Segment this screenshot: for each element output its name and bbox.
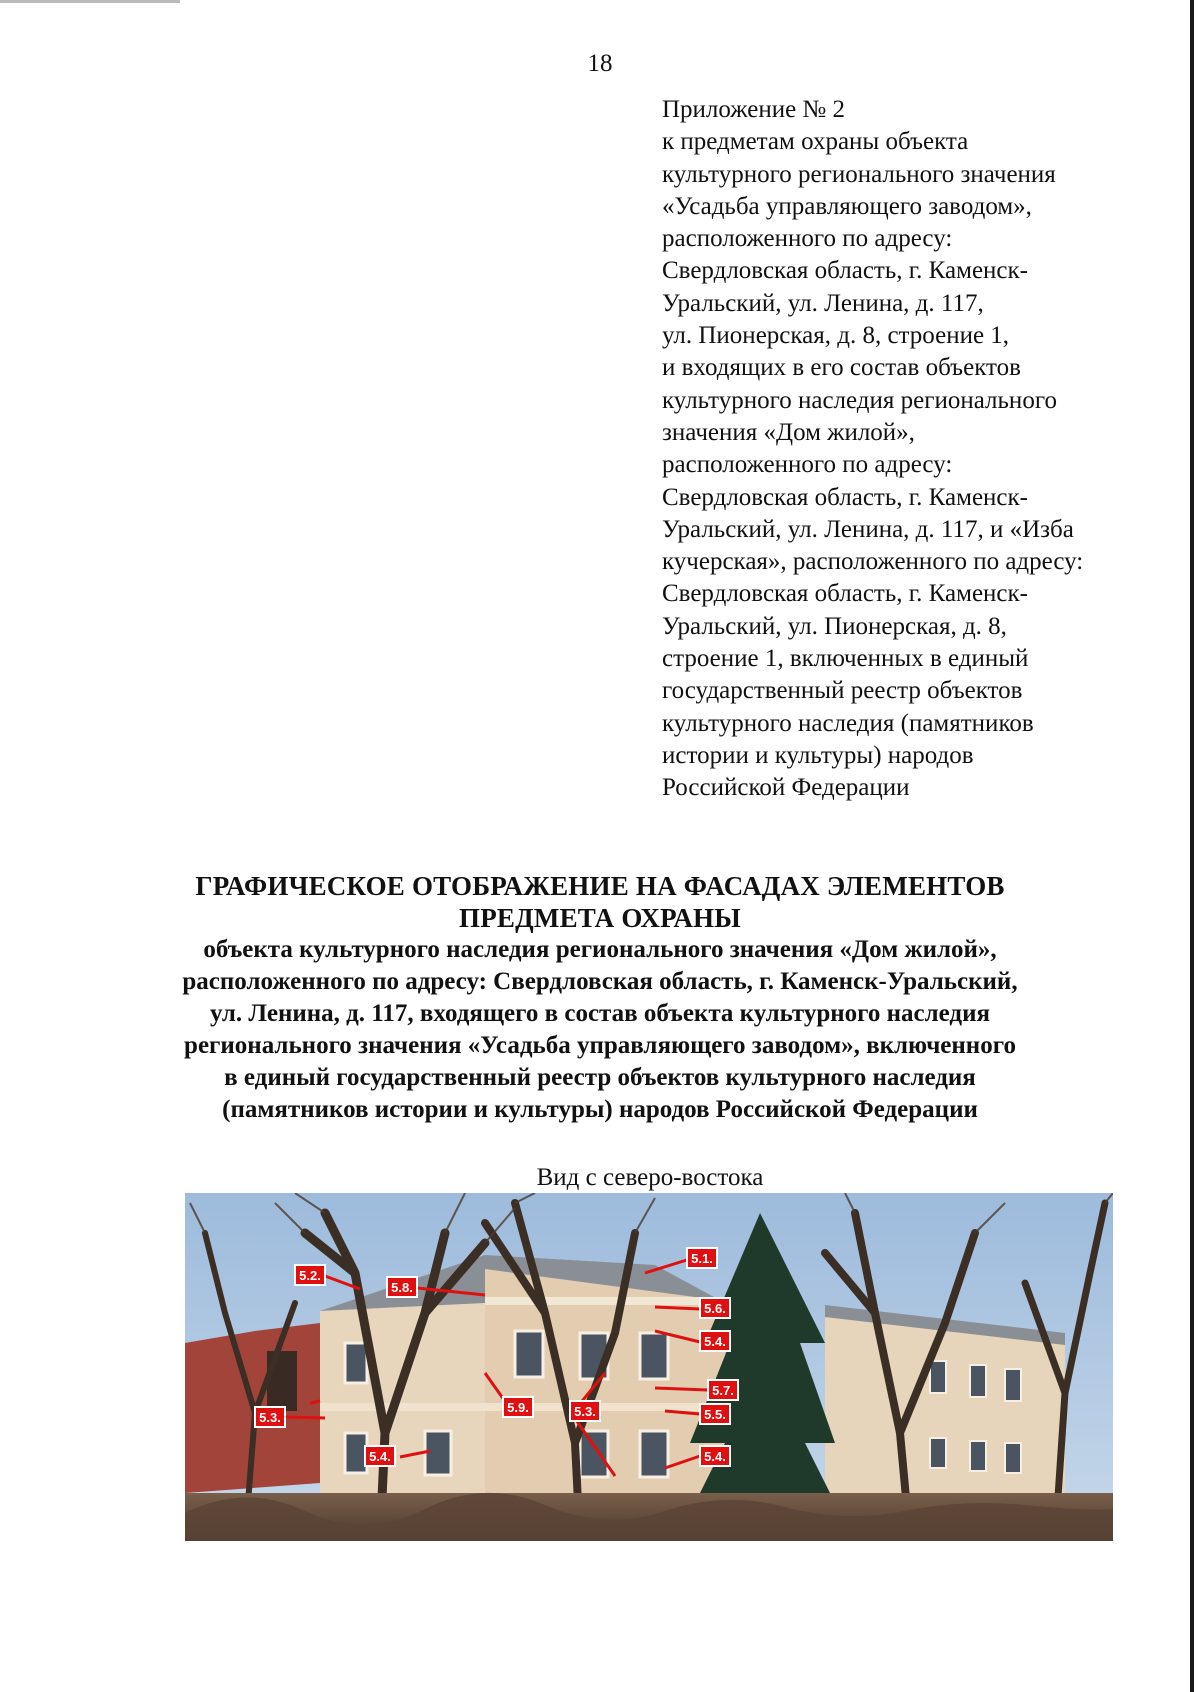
heading-title: ПРЕДМЕТА ОХРАНЫ: [459, 903, 741, 933]
appendix-line: значения «Дом жилой»,: [662, 418, 915, 446]
appendix-line: к предметам охраны объекта: [662, 128, 969, 156]
window: [580, 1431, 608, 1477]
appendix-line: культурного регионального значения: [662, 160, 1056, 188]
window: [345, 1343, 367, 1383]
appendix-line: культурного наследия регионального: [662, 386, 1057, 414]
heading-subtitle-line: в единый государственный реестр объектов культурного наследия: [224, 1064, 976, 1091]
appendix-line: Уральский, ул. Ленина, д. 117,: [662, 289, 984, 317]
callout-5-7: [708, 1380, 738, 1400]
callout-5-8: [387, 1277, 417, 1297]
view-caption: Вид с северо-востока: [536, 1164, 764, 1191]
window: [345, 1433, 367, 1473]
window: [1005, 1443, 1021, 1473]
svg-text:5.8.: 5.8.: [391, 1280, 413, 1295]
window: [970, 1441, 986, 1471]
svg-text:5.7.: 5.7.: [712, 1383, 734, 1398]
heading-subtitle-line: ул. Ленина, д. 117, входящего в состав объекта культурного наследия: [209, 1000, 991, 1027]
appendix-line: Свердловская область, г. Каменск-: [662, 257, 1028, 285]
callout-5-1: [687, 1248, 717, 1268]
window: [1005, 1369, 1021, 1401]
appendix-line: строение 1, включенных в единый: [662, 645, 1029, 673]
window: [515, 1331, 543, 1377]
appendix-line: Российской Федерации: [662, 774, 910, 802]
callout-5-3: [570, 1401, 600, 1421]
window: [970, 1365, 986, 1397]
appendix-line: истории и культуры) народов: [662, 741, 974, 769]
facade-photo: [185, 1193, 1113, 1541]
scan-right-edge: [1190, 0, 1194, 1692]
cornice: [485, 1297, 725, 1305]
appendix-line: ул. Пионерская, д. 8, строение 1,: [662, 322, 1010, 350]
svg-text:5.4.: 5.4.: [369, 1449, 391, 1464]
svg-text:5.3.: 5.3.: [259, 1410, 281, 1425]
callout-5-4: [700, 1446, 730, 1466]
svg-text:5.3.: 5.3.: [574, 1404, 596, 1419]
callout-5-2: [295, 1265, 325, 1285]
appendix-line: Уральский, ул. Пионерская, д. 8,: [662, 612, 1007, 640]
appendix-line: Уральский, ул. Ленина, д. 117, и «Изба: [662, 515, 1074, 543]
appendix-block: [662, 94, 1162, 805]
callout-line: [310, 1401, 320, 1403]
callout-5-3: [255, 1407, 285, 1427]
window: [640, 1431, 668, 1477]
appendix-line: Свердловская область, г. Каменск-: [662, 483, 1028, 511]
svg-text:5.4.: 5.4.: [704, 1449, 726, 1464]
window: [930, 1361, 946, 1393]
heading-subtitle-line: объекта культурного наследия регионального значения «Дом жилой»,: [203, 936, 997, 963]
svg-text:5.9.: 5.9.: [507, 1400, 529, 1415]
callout-line: [655, 1388, 708, 1390]
appendix-line: кучерская», расположенного по адресу:: [662, 548, 1084, 576]
callout-5-4: [365, 1446, 395, 1466]
appendix-line: «Усадьба управляющего заводом»,: [662, 192, 1032, 220]
document-heading: [130, 870, 1070, 1126]
svg-text:5.6.: 5.6.: [704, 1301, 726, 1316]
appendix-line: расположенного по адресу:: [662, 451, 953, 479]
window: [425, 1431, 451, 1475]
svg-text:5.2.: 5.2.: [299, 1268, 321, 1283]
scan-top-edge: [0, 0, 180, 3]
svg-text:5.1.: 5.1.: [691, 1251, 713, 1266]
heading-subtitle-line: (памятников истории и культуры) народов Российской Федерации: [222, 1096, 978, 1123]
appendix-line: культурного наследия (памятников: [662, 709, 1034, 737]
page-number: 18: [587, 50, 613, 77]
facade-photo-drawing: [185, 1193, 1113, 1541]
callout-5-6: [700, 1298, 730, 1318]
svg-text:5.4.: 5.4.: [704, 1334, 726, 1349]
appendix-line: Свердловская область, г. Каменск-: [662, 580, 1028, 608]
appendix-line: Приложение № 2: [662, 96, 846, 123]
callout-5-9: [503, 1397, 533, 1417]
callout-5-4: [700, 1331, 730, 1351]
heading-subtitle-line: регионального значения «Усадьба управляющего заводом», включенного: [184, 1032, 1016, 1059]
callout-line: [285, 1417, 325, 1418]
callout-line: [655, 1307, 700, 1309]
heading-title: ГРАФИЧЕСКОЕ ОТОБРАЖЕНИЕ НА ФАСАДАХ ЭЛЕМЕНТОВ: [195, 871, 1005, 901]
callout-5-5: [700, 1404, 730, 1424]
window: [930, 1438, 946, 1468]
svg-text:5.5.: 5.5.: [704, 1407, 726, 1422]
appendix-line: и входящих в его состав объектов: [662, 354, 1021, 382]
appendix-line: расположенного по адресу:: [662, 225, 953, 253]
heading-subtitle-line: расположенного по адресу: Свердловская область, г. Каменск-Уральский,: [182, 968, 1018, 995]
appendix-line: государственный реестр объектов: [662, 677, 1023, 705]
window: [640, 1333, 668, 1379]
